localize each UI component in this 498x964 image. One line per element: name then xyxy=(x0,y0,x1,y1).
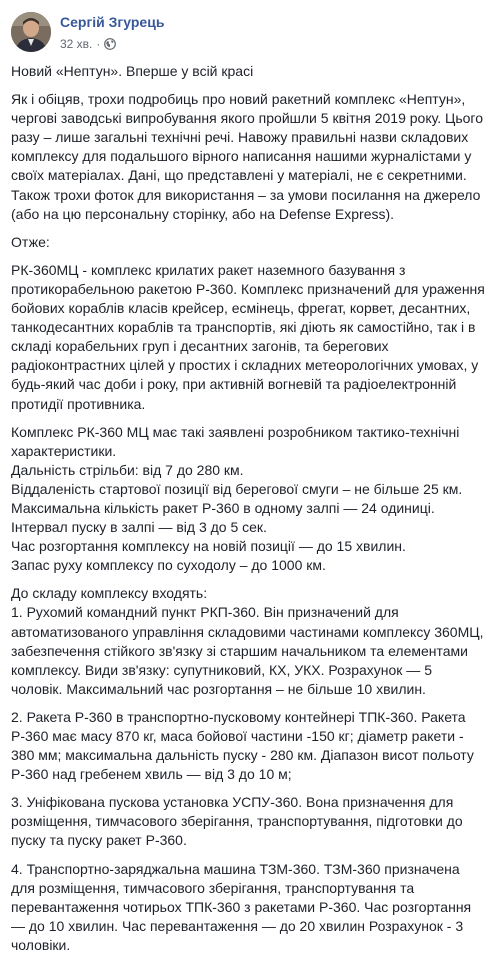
post-meta xyxy=(60,37,116,51)
post-paragraph-component-2: 2. Ракета Р-360 в транспортно-пусковому контейнері ТПК-360. Ракета Р-360 має масу 870 кг, маса бойової частини -150 кг; діаметр ракети - 380 мм; максимальна дальність пуску - 280 км. Діапазон висот польоту Р-360 над гребенем хвиль — від 3 до 10 м; xyxy=(11,708,474,783)
post-paragraph-otzhe: Отже: xyxy=(11,233,50,250)
globe-icon[interactable] xyxy=(104,38,116,50)
avatar[interactable] xyxy=(11,12,51,52)
post-paragraph-specs: Комплекс РК-360 МЦ має такі заявлені розробником тактико-технічні характеристики. Дальність стрільби: від 7 до 280 км. Віддаленість стартової позиції від берегової смуги – не більше 25 км. Максимальна кількість ракет Р-360 в одному залпі — 24 одиниці. Інтервал пуску в залпі — від 3 до 5 сек. Час розгортання комплексу на новій позиції — до 15 хвилин. Запас руху комплексу по суходолу – до 1000 км. xyxy=(11,423,463,574)
post-paragraph-component-3: 3. Уніфікована пускова установка УСПУ-360. Вона призначення для розміщення, тимчасового зберігання, транспортування, підготовки до пуску та пуску ракет Р-360. xyxy=(11,794,463,849)
post-paragraph-description: РК-360МЦ - комплекс крилатих ракет наземного базування з протикорабельною ракетою Р-360. Комплекс призначений для ураження бойових кораблів класів крейсер, есмінець, фрегат, корвет, десантних, танкодесантних кораблів та транспортів, які діють як самостійно, так і в складі корабельних груп і десантних загонів, та берегових радіоконтрастних цілей у простих і складних метеорологічних умовах, у будь-який час доби і року, при активній вогневій та радіоелектронній протидії противника. xyxy=(11,261,485,412)
avatar-photo xyxy=(11,12,51,52)
post-paragraph-intro: Як і обіцяв, трохи подробиць про новий ракетний комплекс «Нептун», чергові заводські випробування якого пройшли 5 квітня 2019 року. Цього разу – лише загальні технічні речі. Навожу правильні назви складових комплексу для подальшого вірного написання нашими журналістами у своїх матеріалах. Дані, що представлені у матеріалі, не є секретними. Також трохи фоток для використання – за умови посилання на джерело (або на цю персональну сторінку, або на Defense Express). xyxy=(11,91,484,222)
post-timestamp[interactable]: 32 хв. xyxy=(60,37,93,51)
post-header xyxy=(0,0,498,62)
post-body xyxy=(11,62,489,964)
post-paragraph-title: Новий «Нептун». Вперше у всій красі xyxy=(11,63,254,79)
meta-separator: · xyxy=(96,37,101,51)
post-paragraph-component-4: 4. Транспортно-заряджальна машина ТЗМ-360. ТЗМ-360 призначена для розміщення, тимчасового зберігання, транспортування та перевантаження чотирьох ТПК-360 з ракетами Р-360. Час розгортання — до 10 хвилин. Час перевантаження — до 20 хвилин Розрахунок - 3 чоловіки. xyxy=(11,860,472,953)
author-name[interactable]: Сергій Згурець xyxy=(60,14,165,30)
post-paragraph-component-1: До складу комплексу входять: 1. Рухомий командний пункт РКП-360. Він призначений для автоматизованого управління складовими частинами комплексу 360МЦ, забезпечення стійкого зв'язку зі старшим начальником та елементами комплексу. Види зв'язку: супутниковий, КХ, УКХ. Розрахунок — 5 чоловік. Максимальний час розгортання – не більше 10 хвилин. xyxy=(11,585,484,697)
